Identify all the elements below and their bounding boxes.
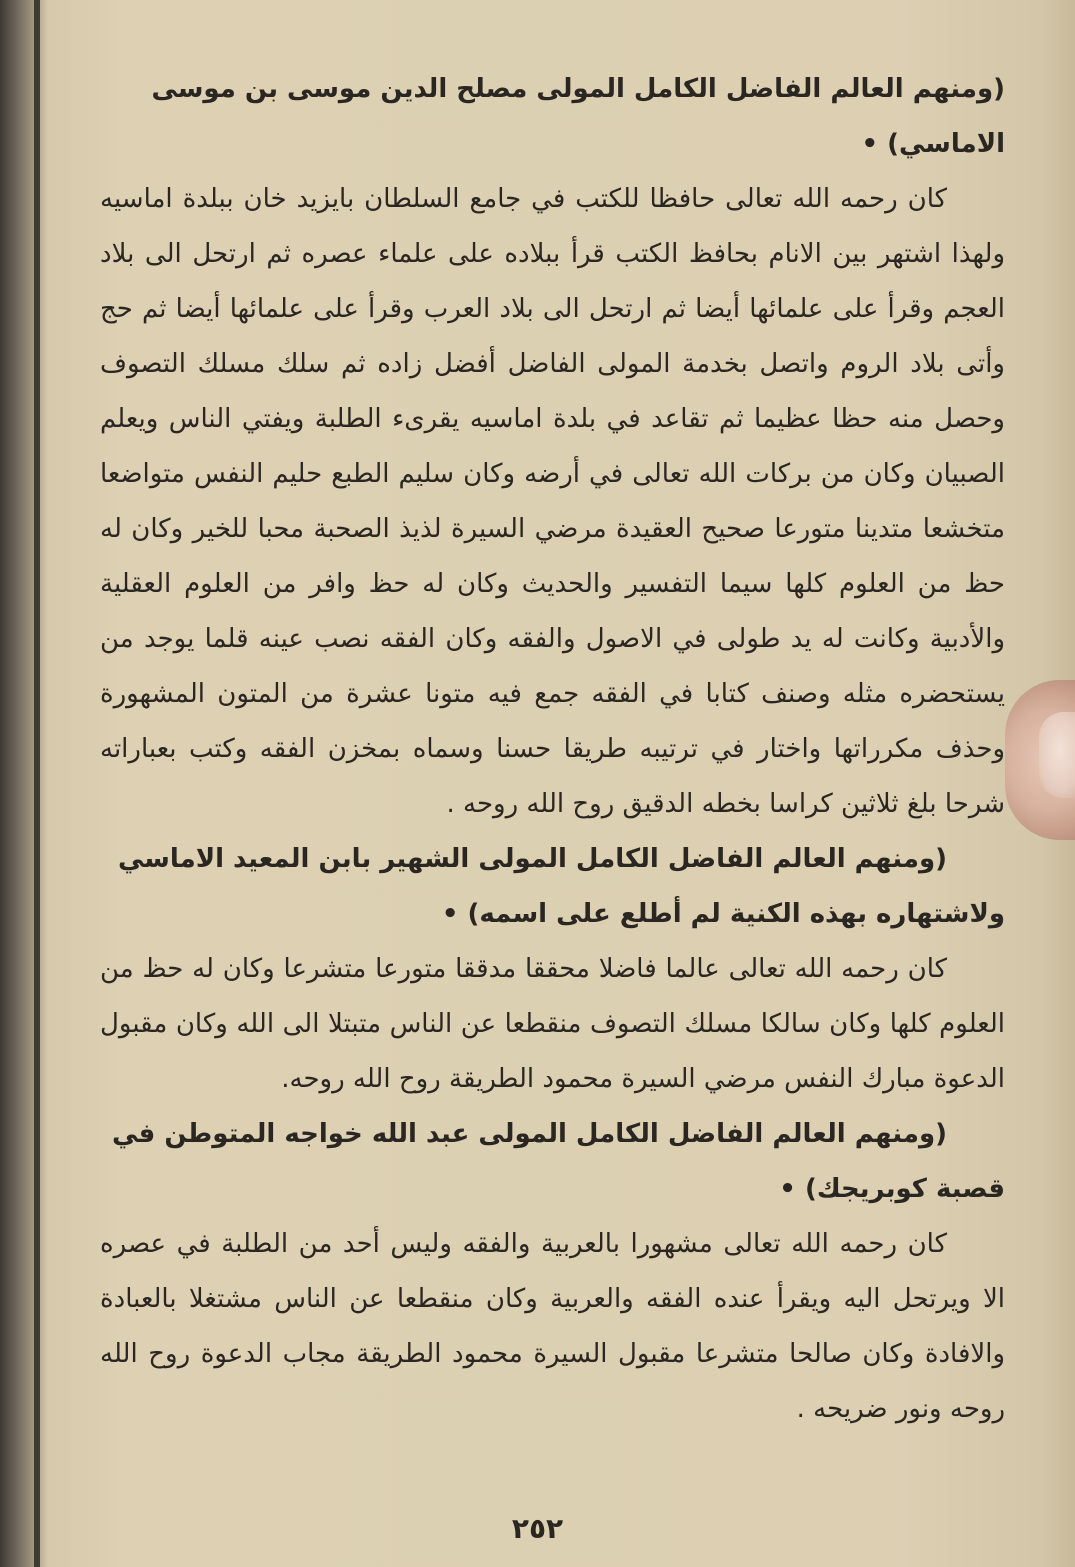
thumbnail-highlight xyxy=(1039,712,1075,798)
entry-2-body: كان رحمه الله تعالى عالما فاضلا محققا مدققا متورعا متشرعا وكان له حظ من العلوم كلها وكان سالكا مسلك التصوف منقطعا عن الناس متبتلا الى الله وكان مقبول الدعوة مبارك النفس مرضي السيرة محمود الطريقة روح الله روحه. xyxy=(100,954,1005,1094)
book-spine xyxy=(34,0,40,1567)
entry-2 xyxy=(100,832,1005,1107)
entry-3-body: كان رحمه الله تعالى مشهورا بالعربية والفقه وليس أحد من الطلبة في عصره الا ويرتحل اليه ويقرأ عنده الفقه والعربية وكان منقطعا عن الناس مشتغلا بالعبادة والافادة وكان صالحا متشرعا مقبول السيرة محمود الطريقة مجاب الدعوة روح الله روحه ونور ضريحه . xyxy=(100,1229,1005,1424)
page-number: ٢٥٢ xyxy=(511,1512,564,1545)
entry-2-heading: (ومنهم العالم الفاضل الكامل المولى الشهير بابن المعيد الاماسي ولاشتهاره بهذه الكنية لم أطلع على اسمه) • xyxy=(118,844,1005,929)
entry-1-heading-text: (ومنهم العالم الفاضل الكامل المولى مصلح الدين موسى بن موسى الاماسي) • xyxy=(151,74,1005,159)
entry-1-body: كان رحمه الله تعالى حافظا للكتب في جامع السلطان بايزيد خان ببلدة اماسيه ولهذا اشتهر بين الانام بحافظ الكتب قرأ ببلاده على علماء عصره ثم ارتحل الى بلاد العجم وقرأ على علمائها أيضا ثم ارتحل الى بلاد العرب وقرأ على علمائها أيضا ثم حج وأتى بلاد الروم واتصل بخدمة المولى الفاضل أفضل زاده ثم سلك مسلك التصوف وحصل منه حظا عظيما ثم تقاعد في بلدة اماسيه يقرىء الطلبة ويفتي الناس ويعلم الصبيان وكان من بركات الله تعالى في أرضه وكان سليم الطبع حليم النفس متواضعا متخشعا متدينا متورعا صحيح العقيدة مرضي السيرة لذيذ الصحبة محبا للخير وكان له حظ من العلوم كلها سيما التفسير والحديث وكان له حظ وافر من العلوم العقلية والأدبية وكانت له يد طولى في الاصول والفقه وكان الفقه نصب عينه قلما يوجد من يستحضره مثله وصنف كتابا في الفقه جمع فيه متونا عشرة من المتون المشهورة وحذف مكرراتها واختار في ترتيبه طريقا حسنا وسماه بمخزن الفقه وكتب بعباراته شرحا بلغ ثلاثين كراسا بخطه الدقيق روح الله روحه . xyxy=(100,184,1005,819)
gutter-shadow xyxy=(0,0,48,1567)
entry-3 xyxy=(100,1107,1005,1437)
page-text xyxy=(100,62,1005,1437)
entry-3-heading: (ومنهم العالم الفاضل الكامل المولى عبد الله خواجه المتوطن في قصبة كوبريجك) • xyxy=(112,1119,1005,1204)
entry-1 xyxy=(100,62,1005,832)
entry-1-heading xyxy=(100,62,1005,172)
